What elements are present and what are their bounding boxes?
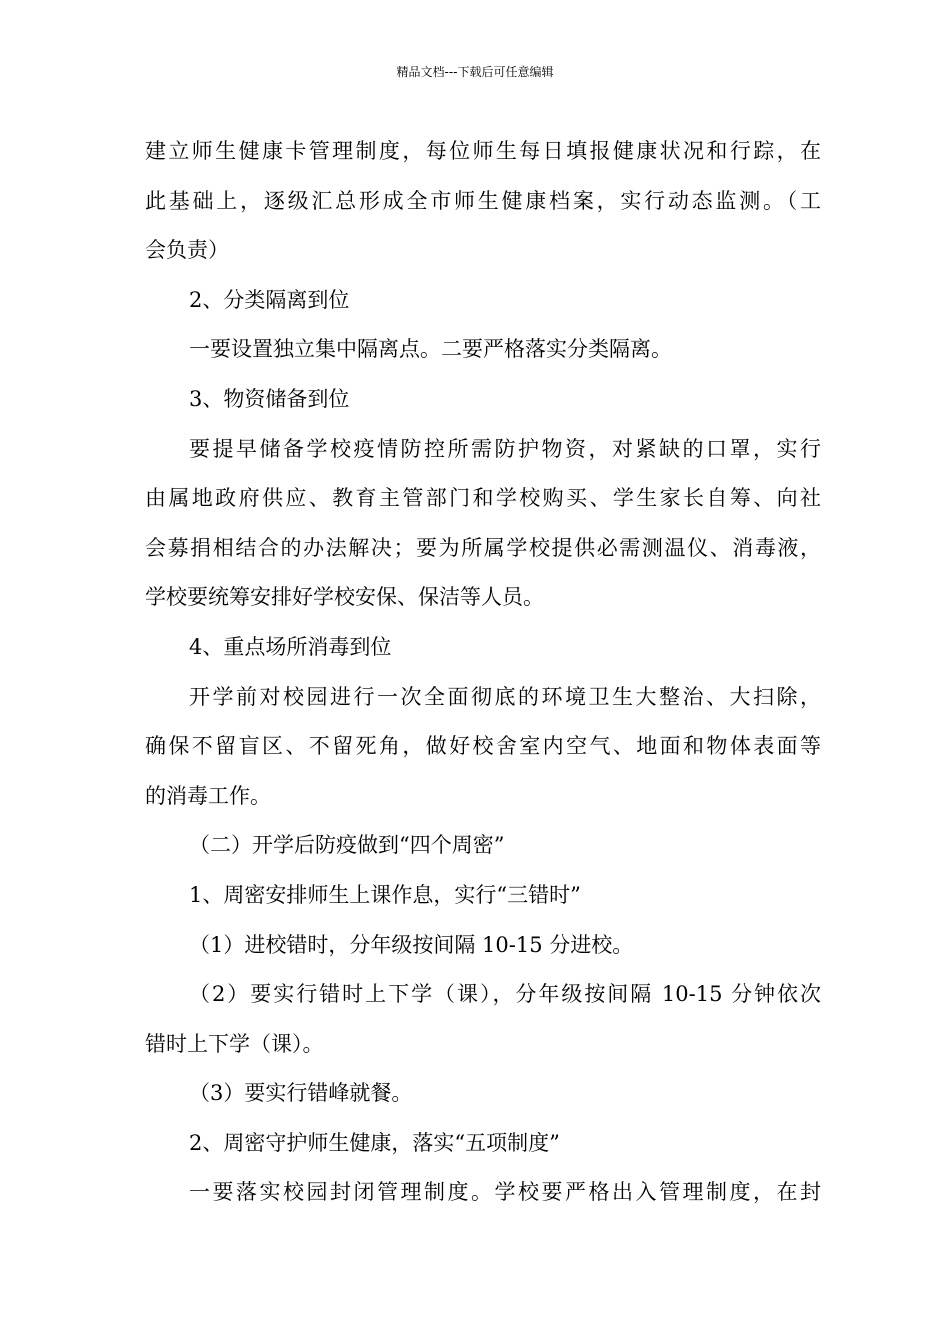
paragraph-line: （3）要实行错峰就餐。 xyxy=(189,1081,413,1106)
paragraph-line: 的消毒工作。 xyxy=(145,783,271,808)
section-heading: 1、周密安排师生上课作息，实行“三错时” xyxy=(189,882,581,907)
paragraph-line: 一要设置独立集中隔离点。二要严格落实分类隔离。 xyxy=(189,337,672,362)
paragraph-line: （2）要实行错时上下学（课），分年级按间隔 10-15 分钟依次 xyxy=(189,982,821,1007)
page-header: 精品文档---下载后可任意编辑 xyxy=(396,65,554,79)
paragraph-line: （1）进校错时，分年级按间隔 10-15 分进校。 xyxy=(189,932,634,957)
section-heading: 2、分类隔离到位 xyxy=(189,287,350,312)
paragraph-line: 开学前对校园进行一次全面彻底的环境卫生大整治、大扫除， xyxy=(189,684,821,709)
paragraph-line: 会募捐相结合的办法解决；要为所属学校提供必需测温仪、消毒液， xyxy=(145,535,821,560)
paragraph-line: 会负责） xyxy=(145,238,229,263)
paragraph-line: 此基础上，逐级汇总形成全市师生健康档案，实行动态监测。（工 xyxy=(145,188,821,213)
paragraph-line: 一要落实校园封闭管理制度。学校要严格出入管理制度，在封 xyxy=(189,1180,821,1205)
paragraph-line: 错时上下学（课）。 xyxy=(145,1031,324,1056)
paragraph-line: 确保不留盲区、不留死角，做好校舍室内空气、地面和物体表面等 xyxy=(145,734,821,759)
paragraph-line: 要提早储备学校疫情防控所需防护物资，对紧缺的口罩，实行 xyxy=(189,436,821,461)
document-body xyxy=(145,133,821,1224)
paragraph-line: 建立师生健康卡管理制度，每位师生每日填报健康状况和行踪，在 xyxy=(145,139,821,163)
section-heading: 4、重点场所消毒到位 xyxy=(189,634,392,659)
paragraph-line: 学校要统筹安排好学校安保、保洁等人员。 xyxy=(145,585,544,610)
section-heading: （二）开学后防疫做到“四个周密” xyxy=(189,833,505,858)
section-heading: 2、周密守护师生健康，落实“五项制度” xyxy=(189,1130,560,1155)
paragraph-line: 由属地政府供应、教育主管部门和学校购买、学生家长自筹、向社 xyxy=(145,486,821,511)
section-heading: 3、物资储备到位 xyxy=(189,386,350,411)
